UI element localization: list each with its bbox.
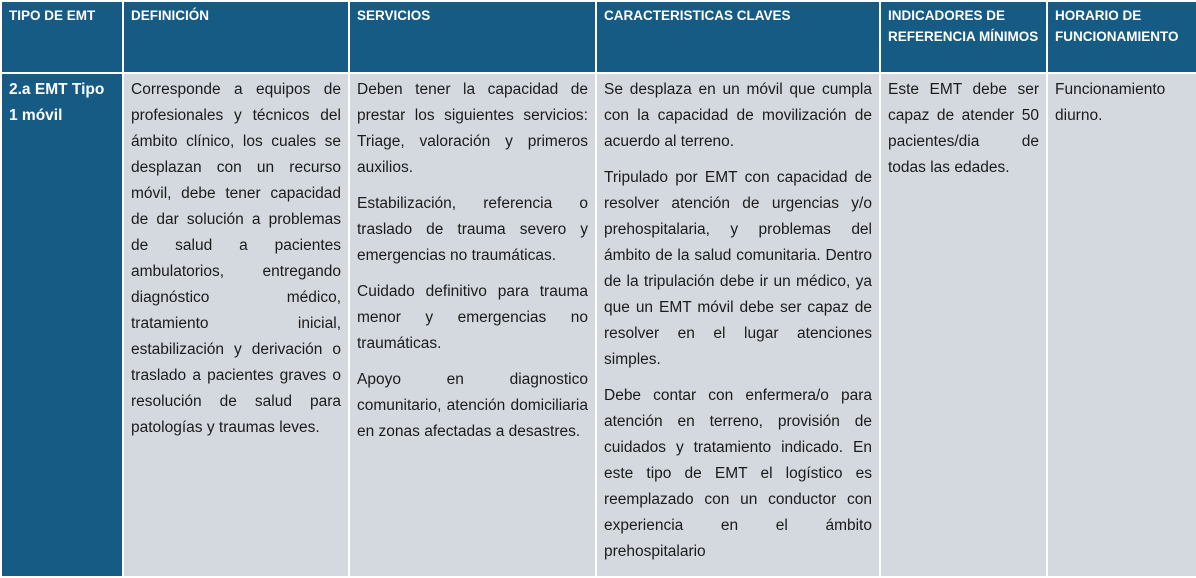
servicio-paragraph: Cuidado definitivo para trauma menor y emergencias no traumáticas. (357, 283, 588, 352)
servicio-paragraph: Deben tener la capacidad de prestar los siguientes servicios: Triage, valoración y primeros auxilios. (357, 81, 588, 176)
caracteristica-paragraph: Tripulado por EMT con capacidad de resolver atención de urgencias y/o prehospitalaria, y problemas del ámbito de la salud comunitaria. Dentro de la tripulación debe ir un médico, ya que un EMT móvil debe ser capaz de resolver en el lugar atenciones simples. (604, 169, 872, 368)
caracteristica-paragraph: Debe contar con enfermera/o para atención en terreno, provisión de cuidados y tratamiento indicado. En este tipo de EMT el logístico es reemplazado con un conductor con experiencia en el ámbito prehospitalario (604, 387, 872, 560)
servicio-paragraph: Estabilización, referencia o traslado de trauma severo y emergencias no traumáticas. (357, 195, 588, 264)
header-indicadores: INDICADORES DE REFERENCIA MÍNIMOS (880, 1, 1047, 73)
header-row (1, 1, 1196, 73)
header-horario: HORARIO DE FUNCIONAMIENTO (1047, 1, 1196, 73)
header-definicion: DEFINICIÓN (123, 1, 349, 73)
header-tipo: TIPO DE EMT (1, 1, 123, 73)
header-caracteristicas: CARACTERISTICAS CLAVES (596, 1, 880, 73)
caracteristica-paragraph: Se desplaza en un móvil que cumpla con la capacidad de movilización de acuerdo al terreno. (604, 81, 872, 150)
table-row (1, 73, 1196, 577)
cell-servicios (349, 73, 596, 577)
cell-definicion (123, 73, 349, 577)
definicion-text: Corresponde a equipos de profesionales y técnicos del ámbito clínico, los cuales se desplazan con un recurso móvil, debe tener capacidad de dar solución a problemas de salud a pacientes ambulatorios, entregando diagnóstico médico, tratamiento inicial, estabilización y derivación o traslado a pacientes graves o resolución de salud para patologías y traumas leves. (131, 81, 341, 436)
servicio-paragraph: Apoyo en diagnostico comunitario, atención domiciliaria en zonas afectadas a desastres. (357, 371, 588, 440)
header-servicios: SERVICIOS (349, 1, 596, 73)
cell-caracteristicas (596, 73, 880, 577)
indicadores-text: Este EMT debe ser capaz de atender 50 pacientes/dia de todas las edades. (888, 81, 1039, 176)
cell-indicadores (880, 73, 1047, 577)
cell-tipo (1, 73, 123, 577)
horario-text: Funcionamiento diurno. (1055, 81, 1166, 124)
cell-horario (1047, 73, 1196, 577)
tipo-text: 2.a EMT Tipo 1 móvil (9, 81, 105, 124)
